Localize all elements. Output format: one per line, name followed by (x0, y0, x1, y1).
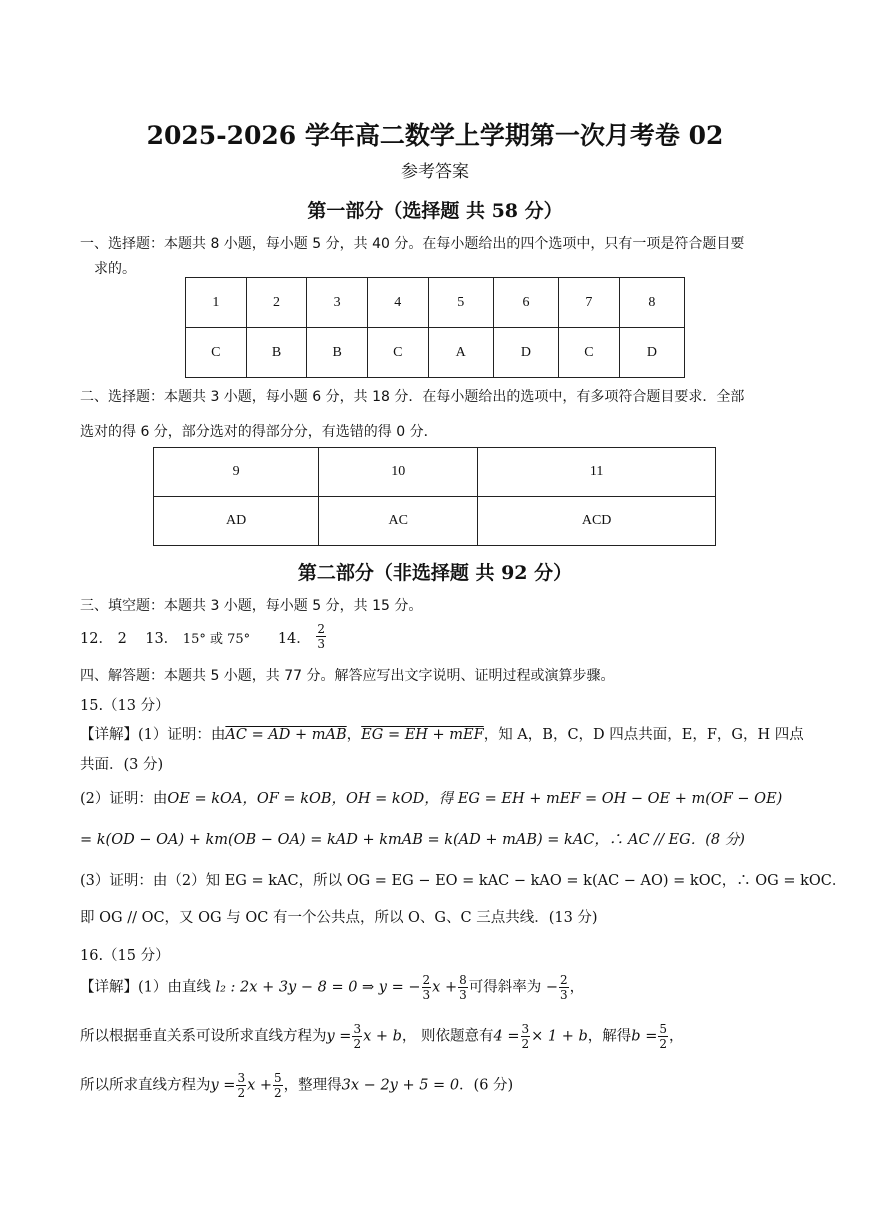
q16-l2-eq3: b = (631, 1028, 658, 1045)
q16-l2-eq1b: x + b (363, 1028, 402, 1045)
table-cell-number: 10 (319, 448, 478, 497)
q15-p1-equation2: EG = EH + mEF (361, 727, 484, 743)
table-cell-number: 9 (154, 448, 319, 497)
fraction (236, 1071, 246, 1100)
denominator: 3 (422, 988, 431, 1002)
q15-part3-line1: (3）证明：由（2）知 EG = kAC，所以 OG = EG − EO = kAC − kAO = k(AC − AO) = kOC，∴ OG = kOC． (80, 873, 847, 889)
q15-p1-text: 【详解】(1）证明：由 (80, 727, 226, 743)
table-cell-answer: AC (319, 497, 478, 546)
denominator: 2 (521, 1037, 530, 1051)
table-cell-number: 1 (186, 278, 247, 328)
q16-l2-end: ， (668, 1028, 684, 1045)
part2-heading: 第二部分（非选择题 共 92 分） (297, 562, 573, 584)
table-cell-number: 8 (619, 278, 684, 328)
page-title: 2025-2026 学年高二数学上学期第一次月考卷 02 (146, 121, 724, 150)
q12-label: 12． (80, 631, 113, 647)
q12-answer: 2 (117, 631, 127, 647)
table-cell-answer: C (559, 328, 620, 378)
q15-part1-line1 (80, 723, 804, 744)
numerator: 3 (521, 1022, 530, 1036)
fill-answers (80, 622, 327, 651)
section4-instruction: 四、解答题：本题共 5 小题，共 77 分。解答应写出文字说明、证明过程或演算步骤。 (80, 668, 615, 684)
table-cell-answer: C (186, 328, 247, 378)
denominator: 2 (237, 1086, 246, 1100)
q15-part1-line2: 共面．(3 分) (80, 757, 164, 773)
q15-part2-line2: = k(OD − OA) + km(OB − OA) = kAD + kmAB = k(AD + mAB) = kAC，∴ AC // EG．(8 分) (80, 832, 745, 848)
table-cell-answer: AD (154, 497, 319, 546)
table-cell-answer: C (367, 328, 428, 378)
q16-l3-eq1: y = (210, 1077, 236, 1094)
denominator: 3 (459, 988, 467, 1002)
q15-part3-line2: 即 OG // OC，又 OG 与 OC 有一个公共点，所以 O、G、C 三点共线．(13 分) (80, 910, 598, 926)
table-cell-number: 4 (367, 278, 428, 328)
q15-p1-conclusion: ，知 A，B，C，D 四点共面，E，F，G，H 四点 (483, 727, 804, 743)
answer-table-multi (153, 447, 716, 546)
q13-answer: 15° 或 75° (182, 632, 251, 647)
numerator: 2 (560, 973, 568, 987)
fraction (521, 1022, 531, 1051)
table-cell-number: 5 (428, 278, 493, 328)
table-cell-answer: D (493, 328, 558, 378)
table-cell-number: 3 (307, 278, 368, 328)
fraction (352, 1022, 362, 1051)
q16-l3-end: ．(6 分) (459, 1077, 514, 1094)
fraction (273, 1071, 283, 1100)
numerator: 5 (274, 1071, 282, 1085)
table-cell-answer: A (428, 328, 493, 378)
q16-l3-text: 所以所求直线方程为 (80, 1077, 211, 1094)
q16-l2-eq1: y = (326, 1028, 352, 1045)
table-cell-number: 2 (246, 278, 307, 328)
q16-l1-text: 【详解】(1）由直线 (80, 979, 211, 996)
q16-l1-slope-text: 可得斜率为 − (468, 979, 558, 996)
fraction (458, 973, 468, 1002)
denominator: 3 (560, 988, 568, 1002)
part1-heading: 第一部分（选择题 共 58 分） (307, 200, 563, 222)
q16-l2-text: 所以根据垂直关系可设所求直线方程为 (80, 1028, 327, 1045)
denominator: 2 (274, 1086, 282, 1100)
q15-p2-text: (2）证明：由 (80, 791, 168, 807)
table-cell-answer: ACD (478, 497, 716, 546)
q16-header: 16.（15 分） (80, 948, 170, 964)
fraction (422, 973, 432, 1002)
q16-l2-eq2b: × 1 + b (531, 1028, 588, 1045)
table-cell-number: 6 (493, 278, 558, 328)
table-cell-answer: D (619, 328, 684, 378)
table-cell-answer: B (246, 328, 307, 378)
q16-l2-text3: ，解得 (587, 1028, 632, 1045)
q16-l2-text2: ， 则依题意有 (401, 1028, 494, 1045)
q16-line3 (80, 1071, 513, 1100)
numerator: 8 (459, 973, 467, 987)
q14-answer-fraction (316, 622, 326, 651)
section1-instruction-line1: 一、选择题：本题共 8 小题，每小题 5 分，共 40 分。在每小题给出的四个选项中，只有一项是符合题目要 (80, 236, 745, 252)
q16-l1-end: ， (569, 979, 585, 996)
numerator: 3 (353, 1022, 362, 1036)
table-cell-answer: B (307, 328, 368, 378)
numerator: 5 (659, 1022, 667, 1036)
q15-p1-sep: ， (346, 727, 362, 743)
section1-instruction-line2: 求的。 (94, 261, 136, 277)
denominator: 2 (353, 1037, 362, 1051)
q16-l3-eq1b: x + (247, 1077, 273, 1094)
q16-l2-eq2: 4 = (493, 1028, 520, 1045)
section2-instruction-line1: 二、选择题：本题共 3 小题，每小题 6 分，共 18 分．在每小题给出的选项中，有多项符合题目要求．全部 (80, 389, 745, 405)
q16-l3-text2: ，整理得 (283, 1077, 342, 1094)
q15-header: 15.（13 分） (80, 698, 170, 714)
q14-denominator: 3 (317, 637, 326, 651)
q16-line2 (80, 1022, 683, 1051)
fraction (559, 973, 569, 1002)
q16-l3-eq2: 3x − 2y + 5 = 0 (341, 1077, 460, 1094)
q14-label: 14． (277, 631, 311, 647)
answer-table-mc (185, 277, 685, 378)
section3-instruction: 三、填空题：本题共 3 小题，每小题 5 分，共 15 分。 (80, 598, 423, 614)
numerator: 3 (237, 1071, 246, 1085)
page-subtitle: 参考答案 (401, 162, 469, 182)
q15-part2-line1 (80, 787, 782, 808)
table-cell-number: 11 (478, 448, 716, 497)
denominator: 2 (659, 1037, 667, 1051)
fraction (658, 1022, 668, 1051)
q13-label: 13． (145, 631, 179, 647)
q16-l1-equation: l₂ : 2x + 3y − 8 = 0 ⇒ y = − (215, 979, 421, 996)
table-cell-number: 7 (559, 278, 620, 328)
q16-line1 (80, 973, 584, 1002)
q16-l1-x-term: x + (432, 979, 458, 996)
q15-p2-equation: OE = kOA，OF = kOB，OH = kOD，得 EG = EH + mEF = OH − OE + m(OF − OE) (167, 791, 783, 807)
q14-numerator: 2 (317, 622, 326, 636)
numerator: 2 (422, 973, 431, 987)
section2-instruction-line2: 选对的得 6 分，部分选对的得部分分，有选错的得 0 分． (80, 424, 438, 440)
q15-p1-equation1: AC = AD + mAB (225, 727, 347, 743)
